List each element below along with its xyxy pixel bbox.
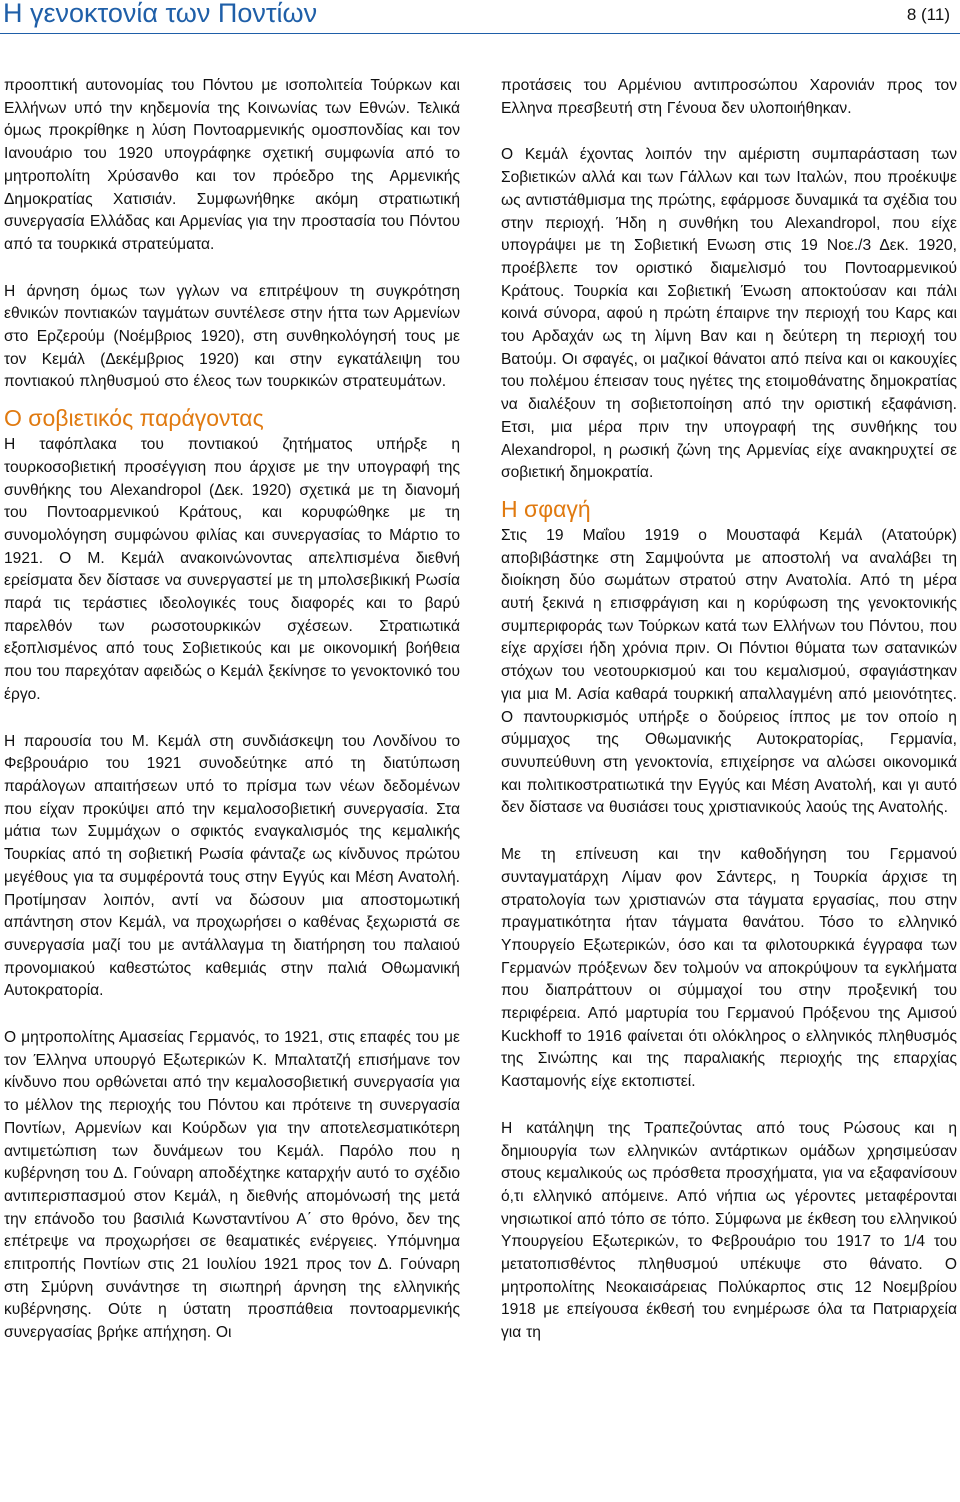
paragraph: Ο Κεμάλ έχοντας λοιπόν την αμέριστη συμπαράσταση των Σοβιετικών αλλά και των Γάλλων και των Ιταλών, που προέκυψε ως αντιστάθμισμα της πρώτης, εφάρμοσε δυναμικά τα σχέδια του στην περιοχή. Ήδη η συνθήκη του Alexandropol, που είχε υπογράψει με τη Σοβιετική Ενωση στις 19 Νοε./3 Δεκ. 1920, προέβλεπε τον οριστικό διαμελισμό του Ποντοαρμενικού Κράτους. Τουρκία και Σοβιετική Ένωση αποκτούσαν και πάλι κοινά σύνορα, αφού η πρώτη έπαιρνε την περιοχή του Καρς και του Αρδαχάν ως τη λίμνη Βαν και η δεύτερη τη περιοχή του Βατούμ. Οι σφαγές, οι μαζικοί θάνατοι από πείνα και οι κακουχίες του πολέμου έπεισαν τους ηγέτες της ετοιμοθάνατης δημοκρατίας να διαλέξουν τη σοβιετοποίηση από την οριστική εξαφάνιση. Ετσι, μια μέρα πριν την υπογραφή της συνθήκης του Alexandropol, η ρωσική ζώνη της Αρμενίας είχε ανακηρυχτεί σε σοβιετική δημοκρατία. xyxy=(501,146,957,482)
header-divider xyxy=(0,33,960,34)
section-heading-soviet-factor: Ο σοβιετικός παράγοντας xyxy=(4,405,264,432)
page-number: 8 (11) xyxy=(906,5,950,24)
paragraph: Με τη επίνευση και την καθοδήγηση του Γερμανού συνταγματάρχη Λίμαν φον Σάντερς, η Τουρκία άρχισε τη στρατολογία των χριστιανών στα τάγματα εργασίας, που στην πραγματικότητα ήταν τάγματα θανάτου. Τόσο το ελληνικό Υπουργείο Εξωτερικών, όσο και τα φιλοτουρκικά έγγραφα των Γερμανών πρόξενων δεν τολμούν να αποκρύψουν τα εγκλήματα που διαπράττουν οι σύμμαχοί του στην προξενική του περιφέρεια. Από μαρτυρία του Γερμανού Πρόξενου της Αμισού Kuckhoff το 1916 φαίνεται ότι ολόκληρος ο ελληνικός πληθυσμός της Σινώπης και της παραλιακής περιοχής της επαρχίας Κασταμονής είχε εκτοπιστεί. xyxy=(501,846,957,1091)
page-header xyxy=(0,0,960,32)
paragraph: Η παρουσία του Μ. Κεμάλ στη συνδιάσκεψη του Λονδίνου το Φεβρουάριο του 1921 συνοδεύτηκε από τη διατύπωση παράλογων απαιτήσεων υπό το πρίσμα των νέων δεδομένων που είχαν προκύψει από την κεμαλοσοβιετική συνεργασία. Στα μάτια των Συμμάχων ο σφικτός εναγκαλισμός της κεμαλικής Τουρκίας από τη σοβιετική Ρωσία φάνταζε ως κίνδυνος πρώτου μεγέθους για τα συμφέροντά τους στην Εγγύς και Μέση Ανατολή. Προτίμησαν λοιπόν, αντί να δώσουν μια αποστομωτική απάντηση στον Κεμάλ, να προχωρήσει ο καθένας ξεχωριστά σε συνεργασία μαζί του με αντάλλαγμα τη διατήρηση του παλαιού προνομιακού καθεστώτος καθεμιάς στην παλιά Οθωμανική Αυτοκρατορία. xyxy=(4,732,460,1000)
paragraph: Η άρνηση όμως των γγλων να επιτρέψουν τη συγκρότηση εθνικών ποντιακών ταγμάτων συντέλεσε στην ήττα των Αρμενίων στο Ερζερούμ (Νοέμβριος 1920), στη συνθηκολόγησή τους με τον Κεμάλ (Δεκέμβριος 1920) και στην εγκατάλειψη του ποντιακού πληθυσμού στο έλεος των τουρκικών στρατευμάτων. xyxy=(4,282,460,391)
right-column xyxy=(501,75,957,1502)
paragraph: Η ταφόπλακα του ποντιακού ζητήματος υπήρξε η τουρκοσοβιετική προσέγγιση που άρχισε με την υπογραφή της συνθήκης του Alexandropol (Δεκ. 1920) σχετικά με τη διανομή του Ποντοαρμενικού Κράτους, και κορυφώθηκε με τη συνομολόγηση συμφώνου φιλίας και συνεργασίας το Μάρτιο το 1921. Ο Μ. Κεμάλ ανακοινώνοντας απελπισμένα διεθνή ερείσματα δεν δίστασε να συνεργαστεί με τη μπολσεβικική Ρωσία παρά τις τεράστιες ιδεολογικές τους διαφορές και το βαρύ παρελθόν των ρωσοτουρκικών σχέσεων. Στρατιωτικά εξοπλισμένος από τους Σοβιετικούς και με οικονομική βοήθεια που του παρεχόταν αφειδώς ο Κεμάλ ξεκίνησε το γενοκτονικό του έργο. xyxy=(4,436,460,703)
section-heading-massacre: Η σφαγή xyxy=(501,495,591,522)
paragraph: προτάσεις του Αρμένιου αντιπροσώπου Χαρονιάν προς τον Ελληνα πρεσβευτή στη Γένουα δεν υλοποιήθηκαν. xyxy=(501,77,957,117)
paragraph: Η κατάληψη της Τραπεζούντας από τους Ρώσους και η δημιουργία των ελληνικών αντάρτικων ομάδων χρησιμεύσαν στους κεμαλικούς ως πρόσθετα προσχήματα, για να εξαφανίσουν ό,τι ελληνικό απόμεινε. Από νήπια ως γέροντες μεταφέρονται νησιωτικοί από τόπο σε τόπο. Σύμφωνα με έκθεση του ελληνικού Υπουργείου Εξωτερικών, το Φεβρουάριο του 1917 το 1/4 του μετατοπισθέντος πληθυσμού υπέκυψε στο θάνατο. Ο μητροπολίτης Νεοκαισάρειας Πολύκαρπος στις 12 Νοεμβρίου 1918 με επείγουσα έκθεσή του ενημέρωσε όλα τα Πατριαρχεία για τη xyxy=(501,1119,957,1342)
paragraph: Ο μητροπολίτης Αμασείας Γερμανός, το 1921, στις επαφές του με τον Έλληνα υπουργό Εξωτερικών Κ. Μπαλτατζή επισήμανε τον κίνδυνο που ορθώνεται από την κεμαλοσοβιετική συνεργασία για το μέλλον της περιοχής του Πόντου και πρότεινε τη συνεργασία Ποντίων, Αρμενίων και Κούρδων για την αποτελεσματικότερη αντιμετώπιση των δυνάμεων του Κεμάλ. Παρόλο που η κυβέρνηση του Δ. Γούναρη αποδέχτηκε καταρχήν αυτό το σχέδιο αντιπερισπασμού στον Κεμάλ, η διεθνής απομόνωσή της μετά την επάνοδο του βασιλιά Κωνσταντίνου Α΄ στο θρόνο, δεν της επέτρεψε να προχωρήσει σε θεαματικές ενέργειες. Υπόμνημα επιτροπής Ποντίων στις 21 Ιουλίου 1921 προς τον Δ. Γούναρη στη Σμύρνη συνάντησε τη σιωπηρή άρνηση της ελληνικής κυβέρνησης. Ούτε η ύστατη προσπάθεια ποντοαρμενικής συνεργασίας βρήκε απήχηση. Οι xyxy=(4,1029,460,1342)
paragraph: Στις 19 Μαΐου 1919 ο Μουσταφά Κεμάλ (Ατατούρκ) αποβιβάστηκε στη Σαμψούντα με αποστολή να αναλάβει τη διοίκηση δύο σωμάτων στρατού στην Ανατολία. Από τη μέρα αυτή ξεκινά η επισφράγιση και η κορύφωση της γενοκτονικής συμπεριφοράς των Τούρκων κατά των Ελλήνων του Πόντου, που είχε αρχίσει ήδη χρόνια πριν. Οι Πόντιοι θύματα των σατανικών στόχων του νεοτουρκισμού και του κεμαλισμού, σφαγιάστηκαν για μια Μ. Ασία καθαρά τουρκική απαλλαγμένη από μειονότητες. Ο παντουρκισμός υπήρξε ο δούρειος ίππος με τον οποίο η σύμμαχος της Οθωμανικής Αυτοκρατορίας, Γερμανία, συνυπεύθυνη στη γενοκτονία, επιχείρησε να αλώσει οικονομικά και πολιτικοστρατιωτικά την Εγγύς και Μέση Ανατολή, και γι αυτό δεν δίστασε να θυσιάσει τους χριστιανικούς λαούς της Ανατολής. xyxy=(501,526,957,817)
left-column xyxy=(4,75,460,1502)
document-title: Η γενοκτονία των Ποντίων xyxy=(3,0,318,28)
paragraph: προοπτική αυτονομίας του Πόντου με ισοπολιτεία Τούρκων και Ελλήνων υπό την κηδεμονία της Κοινωνίας των Εθνών. Τελικά όμως προκρίθηκε η λύση Ποντοαρμενικής ομοσπονδίας και τον Ιανουάριο του 1920 υπογράφηκε σχετική συμφωνία από το μητροπολίτη Χρύσανθο και τον πρόεδρο της Αρμενικής Δημοκρατίας Χατισιάν. Συμφωνήθηκε ακόμη στρατιωτική συνεργασία Ελλάδας και Αρμενίας για την προστασία του Πόντου από τα τουρκικά στρατεύματα. xyxy=(4,77,460,253)
